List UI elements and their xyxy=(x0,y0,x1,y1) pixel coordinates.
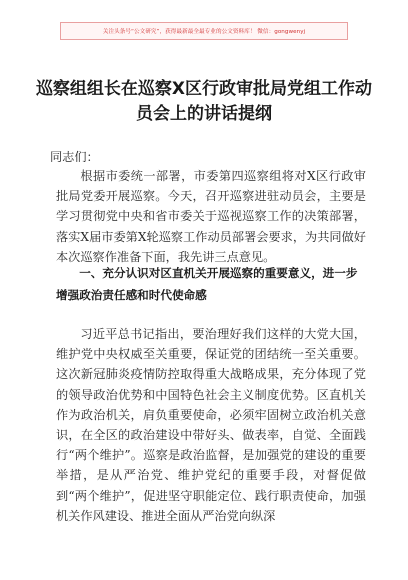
salutation: 同志们： xyxy=(50,150,99,164)
document-title: 巡察组组长在巡察X区行政审批局党组工作动员会上的讲话提纲 xyxy=(35,79,373,124)
body-paragraph: 习近平总书记指出，要治理好我们这样的大党大国，维护党中央权威至关重要，保证党的团结统一至关重要。这次新冠肺炎疫情防控取得重大战略成果，充分体现了党的领导政治优势和中国特色社会主义制度优势。区直机关作为政治机关，肩负重要使命，必须牢固树立政治机关意识，在全区的政治建设中带好头、做表率，自觉、全面践行“两个维护”。巡察是政治监督，是加强党的建设的重要举措，是从严治党、维护党纪的重要手段，对督促做到“两个维护”，促进坚守职能定位、践行职责使命，加强机关作风建设、推进全面从严治党向纵深 xyxy=(56,327,366,523)
intro-paragraph: 根据市委统一部署，市委第四巡察组将对X区行政审批局党委开展巡察。今天，召开巡察进驻动员会，主要是学习贯彻党中央和省市委关于巡视巡察工作的决策部署，落实X届市委第X轮巡察工作动员部署会要求，为共同做好本次巡察作准备下面，我先讲三点意见。 xyxy=(56,169,366,264)
section-heading: 一、充分认识对区直机关开展巡察的重要意义，进一步增强政治责任感和时代使命感 xyxy=(56,266,358,302)
banner-text: 关注头条号“公文研究”，获得最新最全最专业的公文资料库！ 微信：gongwenyj xyxy=(102,29,306,35)
top-banner xyxy=(60,22,348,40)
